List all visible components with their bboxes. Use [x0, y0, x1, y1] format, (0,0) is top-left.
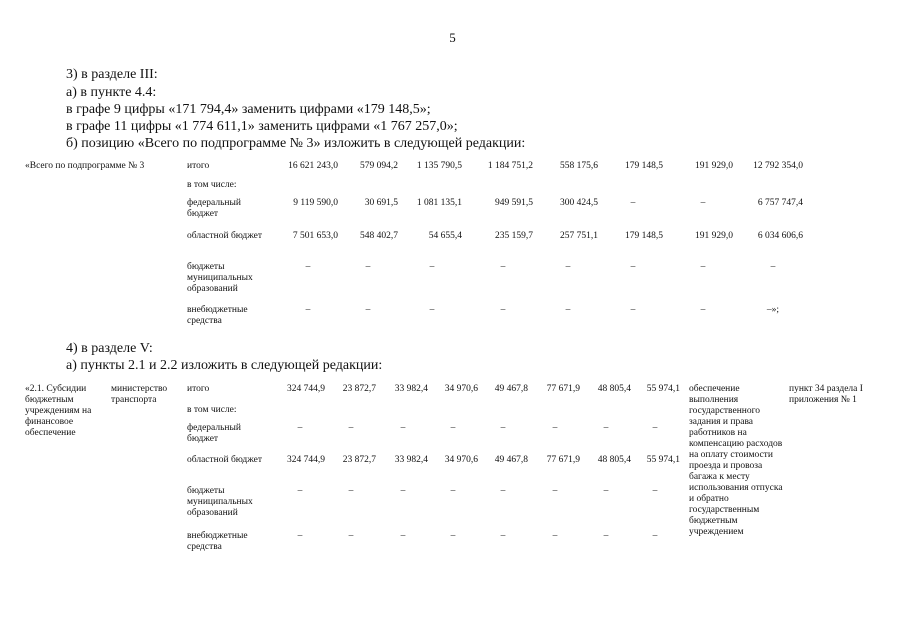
paragraph-line: 4) в разделе V:: [66, 341, 153, 356]
table-cell: –: [603, 531, 609, 541]
paragraph-line: в графе 9 цифры «171 794,4» заменить цифрами «179 148,5»;: [66, 102, 431, 117]
table-cell: 558 175,6: [560, 161, 598, 171]
table-cell: –: [630, 262, 636, 272]
table-cell: –: [630, 305, 636, 315]
table-cell: 77 671,9: [546, 384, 580, 394]
row-label: итого: [187, 384, 210, 394]
purpose: обеспечение выполнения государственного задания и права работников на компенсацию расходов на оплату стоимости проезда и провоза багажа к месту использования отпуска и обратно государственным бюджетным учреждением: [689, 384, 783, 537]
table-cell: 191 929,0: [695, 161, 733, 171]
table-cell: 54 655,4: [428, 231, 462, 241]
table-cell: –: [400, 531, 406, 541]
table-cell: –»;: [766, 305, 780, 315]
paragraph-line: а) в пункте 4.4:: [66, 85, 157, 100]
table-cell: –: [348, 531, 354, 541]
table-cell: 257 751,1: [560, 231, 598, 241]
table-cell: 48 805,4: [597, 455, 631, 465]
table-cell: –: [429, 305, 435, 315]
table-cell: 23 872,7: [342, 384, 376, 394]
table-cell: –: [700, 305, 706, 315]
table-cell: –: [429, 262, 435, 272]
table-cell: –: [450, 423, 456, 433]
table-cell: –: [297, 486, 303, 496]
row-label: внебюджетные средства: [187, 305, 248, 326]
row-label: внебюджетные средства: [187, 531, 248, 552]
table-cell: 191 929,0: [695, 231, 733, 241]
table-title: «Всего по подпрограмме № 3: [25, 161, 145, 171]
table-cell: 9 119 590,0: [293, 198, 338, 208]
row-label: федеральный бюджет: [187, 423, 241, 444]
table-cell: 30 691,5: [364, 198, 398, 208]
table-cell: –: [770, 262, 776, 272]
paragraph-line: в графе 11 цифры «1 774 611,1» заменить цифрами «1 767 257,0»;: [66, 119, 458, 134]
table-cell: 324 744,9: [287, 455, 325, 465]
table-cell: 48 805,4: [597, 384, 631, 394]
table-cell: –: [552, 531, 558, 541]
table-cell: 23 872,7: [342, 455, 376, 465]
table-cell: –: [552, 423, 558, 433]
table-cell: –: [630, 198, 636, 208]
row-label: в том числе:: [187, 180, 237, 190]
table-cell: –: [348, 486, 354, 496]
item-title: «2.1. Субсидии бюджетным учреждениям на финансовое обеспечение: [25, 384, 92, 438]
table-cell: –: [500, 423, 506, 433]
table-cell: –: [500, 305, 506, 315]
row-label: областной бюджет: [187, 231, 263, 241]
table-cell: 7 501 653,0: [292, 231, 338, 241]
table-cell: –: [700, 198, 706, 208]
table-cell: 1 081 135,1: [416, 198, 462, 208]
table-cell: –: [365, 305, 371, 315]
table-cell: 6 034 606,6: [757, 231, 803, 241]
table-cell: 235 159,7: [495, 231, 533, 241]
table-cell: –: [500, 486, 506, 496]
table-cell: –: [305, 305, 311, 315]
table-cell: –: [603, 486, 609, 496]
table-cell: 324 744,9: [287, 384, 325, 394]
table-cell: –: [565, 305, 571, 315]
table-cell: –: [297, 531, 303, 541]
row-label: областной бюджет: [187, 455, 263, 465]
executor: министерство транспорта: [111, 384, 168, 405]
table-cell: –: [450, 486, 456, 496]
table-cell: 1 135 790,5: [416, 161, 462, 171]
table-cell: –: [565, 262, 571, 272]
table-cell: –: [400, 486, 406, 496]
table-cell: 34 970,6: [444, 384, 478, 394]
paragraph-line: а) пункты 2.1 и 2.2 изложить в следующей редакции:: [66, 358, 383, 373]
table-cell: –: [297, 423, 303, 433]
table-cell: 548 402,7: [360, 231, 398, 241]
table-cell: –: [700, 262, 706, 272]
row-label: в том числе:: [187, 405, 237, 415]
table-cell: –: [450, 531, 456, 541]
table-cell: 16 621 243,0: [288, 161, 338, 171]
paragraph-line: б) позицию «Всего по подпрограмме № 3» изложить в следующей редакции:: [66, 136, 526, 151]
table-cell: 1 184 751,2: [487, 161, 533, 171]
row-label: бюджеты муниципальных образований: [187, 486, 253, 518]
table-cell: 49 467,8: [494, 384, 528, 394]
table-cell: 34 970,6: [444, 455, 478, 465]
row-label: федеральный бюджет: [187, 198, 241, 219]
table-cell: 6 757 747,4: [757, 198, 803, 208]
page-number: 5: [449, 30, 456, 45]
table-cell: –: [500, 531, 506, 541]
reference: пункт 34 раздела I приложения № 1: [789, 384, 863, 405]
table-cell: 33 982,4: [394, 384, 428, 394]
table-cell: 300 424,5: [560, 198, 598, 208]
table-cell: –: [552, 486, 558, 496]
table-cell: 49 467,8: [494, 455, 528, 465]
table-cell: 55 974,1: [646, 384, 680, 394]
table-cell: –: [652, 531, 658, 541]
row-label: бюджеты муниципальных образований: [187, 262, 253, 294]
table-cell: –: [652, 486, 658, 496]
table-cell: 949 591,5: [495, 198, 533, 208]
table-cell: 55 974,1: [646, 455, 680, 465]
table-cell: –: [400, 423, 406, 433]
row-label: итого: [187, 161, 210, 171]
table-cell: –: [500, 262, 506, 272]
table-cell: 579 094,2: [360, 161, 398, 171]
paragraph-line: 3) в разделе III:: [66, 67, 158, 82]
table-cell: –: [365, 262, 371, 272]
table-cell: –: [603, 423, 609, 433]
table-cell: –: [305, 262, 311, 272]
table-cell: 77 671,9: [546, 455, 580, 465]
table-cell: 12 792 354,0: [753, 161, 803, 171]
table-cell: 179 148,5: [625, 161, 663, 171]
table-cell: 179 148,5: [625, 231, 663, 241]
table-cell: –: [348, 423, 354, 433]
table-cell: 33 982,4: [394, 455, 428, 465]
table-cell: –: [652, 423, 658, 433]
